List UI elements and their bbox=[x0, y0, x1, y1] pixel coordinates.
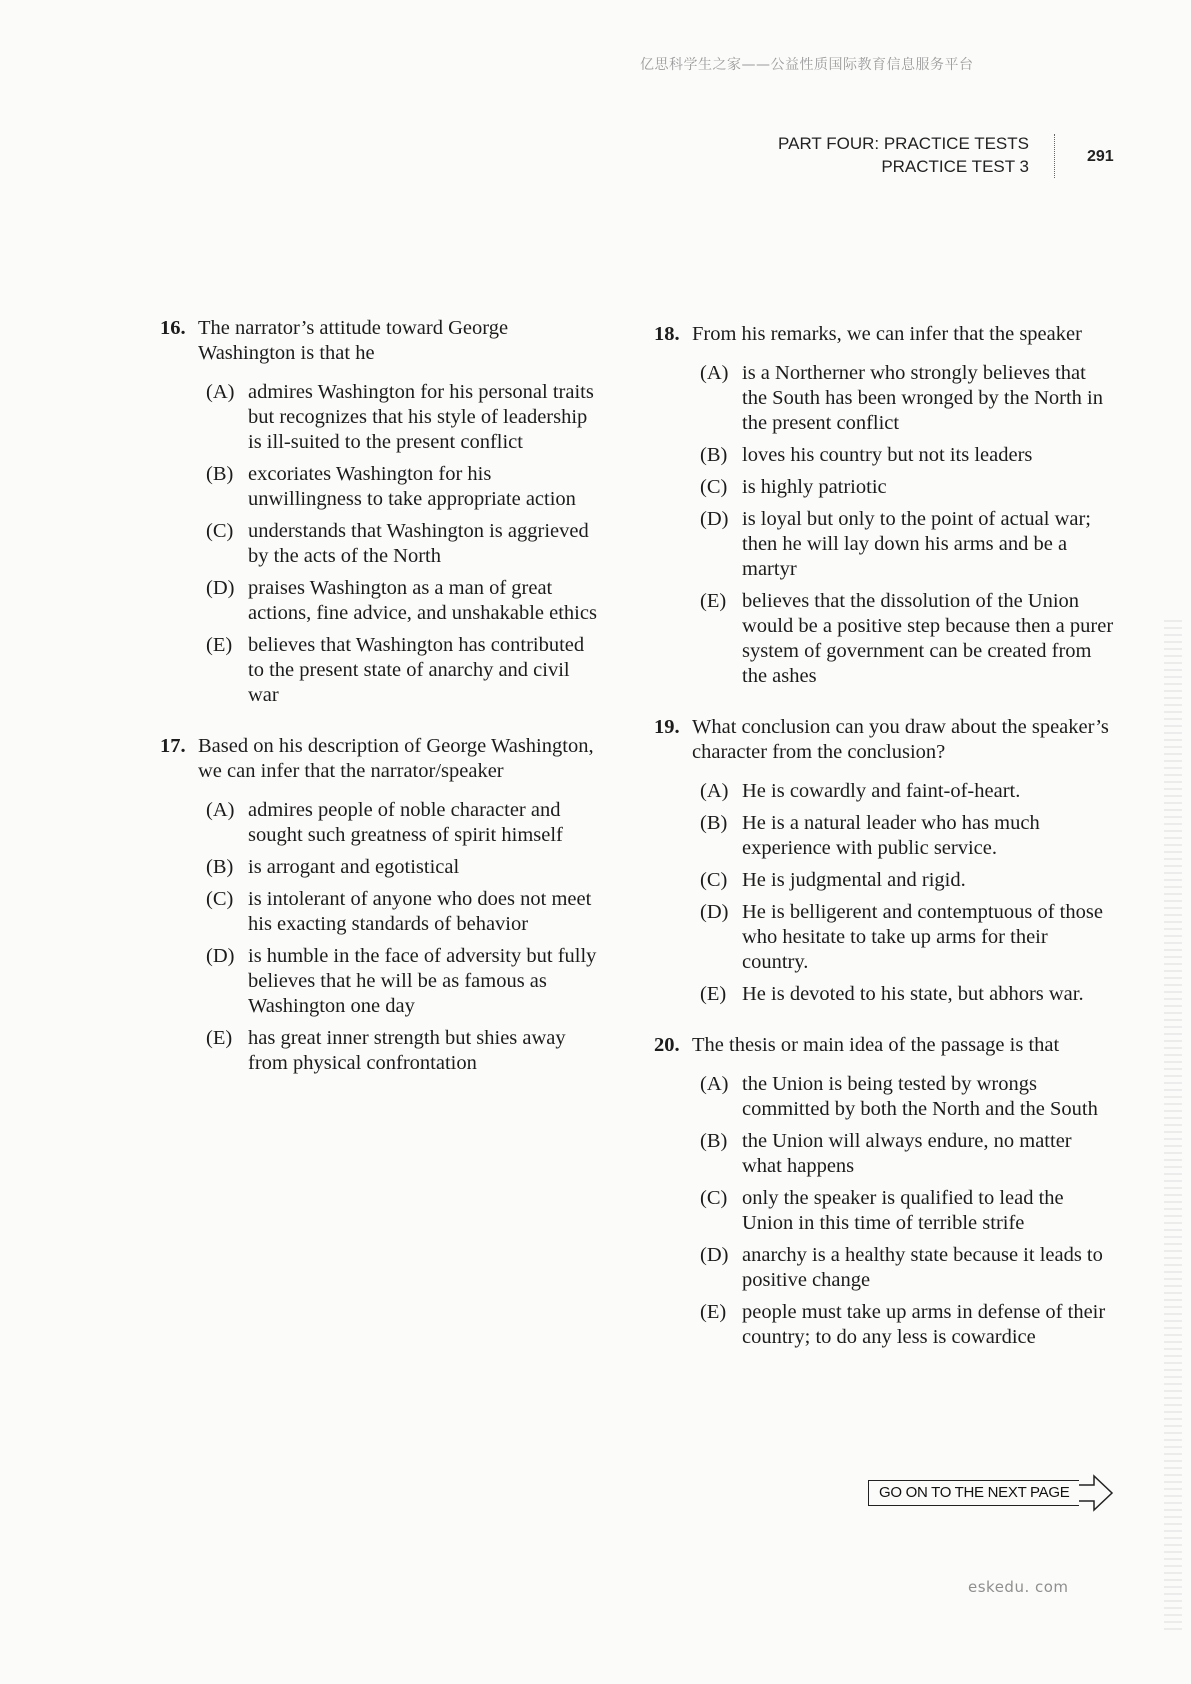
option-letter: (A) bbox=[700, 780, 729, 802]
option-text: He is cowardly and faint-of-heart. bbox=[742, 780, 1021, 802]
answer-option[interactable] bbox=[700, 811, 1114, 861]
question-number: 20. bbox=[654, 1034, 680, 1056]
answer-option[interactable] bbox=[206, 576, 600, 626]
option-letter: (A) bbox=[700, 362, 729, 384]
answer-options bbox=[206, 798, 600, 1076]
option-letter: (B) bbox=[206, 856, 234, 878]
option-text: praises Washington as a man of great actions, fine advice, and unshakable ethics bbox=[248, 577, 597, 624]
go-on-label: GO ON TO THE NEXT PAGE bbox=[868, 1480, 1079, 1506]
answer-options bbox=[700, 779, 1114, 1007]
question-stem: The thesis or main idea of the passage is that bbox=[692, 1034, 1060, 1056]
answer-option[interactable] bbox=[206, 633, 600, 708]
answer-option[interactable] bbox=[206, 380, 600, 455]
question-number: 16. bbox=[160, 317, 186, 339]
option-text: the Union is being tested by wrongs committed by both the North and the South bbox=[742, 1073, 1098, 1120]
option-text: He is a natural leader who has much experience with public service. bbox=[742, 812, 1040, 859]
option-text: excoriates Washington for his unwillingness to take appropriate action bbox=[248, 463, 576, 510]
answer-option[interactable] bbox=[700, 779, 1114, 804]
option-text: people must take up arms in defense of their country; to do any less is cowardice bbox=[742, 1301, 1106, 1348]
answer-options bbox=[206, 380, 600, 708]
option-text: is loyal but only to the point of actual war; then he will lay down his arms and be a martyr bbox=[742, 508, 1092, 580]
option-text: admires people of noble character and sought such greatness of spirit himself bbox=[248, 799, 563, 846]
question-number: 19. bbox=[654, 716, 680, 738]
option-letter: (A) bbox=[206, 381, 235, 403]
option-letter: (B) bbox=[700, 812, 728, 834]
option-letter: (D) bbox=[700, 508, 729, 530]
question-stem: From his remarks, we can infer that the speaker bbox=[692, 323, 1082, 345]
option-text: He is judgmental and rigid. bbox=[742, 869, 966, 891]
answer-option[interactable] bbox=[206, 1026, 600, 1076]
answer-option[interactable] bbox=[700, 1186, 1114, 1236]
running-head bbox=[778, 132, 1043, 178]
answer-option[interactable] bbox=[700, 868, 1114, 893]
option-text: is humble in the face of adversity but fully believes that he will be as famous as Washington one day bbox=[248, 945, 597, 1017]
part-title: PART FOUR: PRACTICE TESTS bbox=[778, 134, 1029, 153]
option-letter: (B) bbox=[700, 444, 728, 466]
option-letter: (E) bbox=[700, 983, 727, 1005]
option-text: is arrogant and egotistical bbox=[248, 856, 460, 878]
page-number: 291 bbox=[1087, 148, 1114, 165]
option-letter: (C) bbox=[206, 520, 234, 542]
watermark: 亿思科学生之家——公益性质国际教育信息服务平台 bbox=[640, 57, 974, 73]
option-letter: (D) bbox=[700, 901, 729, 923]
option-letter: (E) bbox=[206, 634, 233, 656]
option-letter: (D) bbox=[700, 1244, 729, 1266]
option-text: understands that Washington is aggrieved by the acts of the North bbox=[248, 520, 589, 567]
question-number: 18. bbox=[654, 323, 680, 345]
question-19 bbox=[654, 715, 1114, 1007]
option-letter: (D) bbox=[206, 945, 235, 967]
answer-option[interactable] bbox=[700, 507, 1114, 582]
option-text: is intolerant of anyone who does not meet his exacting standards of behavior bbox=[248, 888, 592, 935]
question-16 bbox=[160, 316, 600, 708]
option-letter: (A) bbox=[206, 799, 235, 821]
question-stem: The narrator’s attitude toward George Washington is that he bbox=[198, 317, 509, 364]
question-17 bbox=[160, 734, 600, 1076]
option-letter: (C) bbox=[206, 888, 234, 910]
answer-option[interactable] bbox=[700, 900, 1114, 975]
option-text: believes that Washington has contributed to the present state of anarchy and civil war bbox=[248, 634, 585, 706]
test-title: PRACTICE TEST 3 bbox=[881, 157, 1029, 176]
question-20 bbox=[654, 1033, 1114, 1350]
answer-option[interactable] bbox=[700, 1243, 1114, 1293]
arrow-right-icon bbox=[1078, 1474, 1114, 1512]
option-text: is highly patriotic bbox=[742, 476, 887, 498]
answer-option[interactable] bbox=[700, 1129, 1114, 1179]
option-text: is a Northerner who strongly believes that the South has been wronged by the North in the present conflict bbox=[742, 362, 1103, 434]
option-text: believes that the dissolution of the Union would be a positive step because then a purer system of government can be created from the ashes bbox=[742, 590, 1114, 687]
answer-option[interactable] bbox=[206, 944, 600, 1019]
answer-option[interactable] bbox=[206, 519, 600, 569]
option-text: admires Washington for his personal traits but recognizes that his style of leadership is ill-suited to the present conflict bbox=[248, 381, 594, 453]
answer-option[interactable] bbox=[700, 589, 1114, 689]
option-text: He is devoted to his state, but abhors war. bbox=[742, 983, 1084, 1005]
left-column bbox=[160, 316, 600, 1102]
header-divider bbox=[1054, 134, 1055, 178]
answer-option[interactable] bbox=[700, 361, 1114, 436]
option-text: the Union will always endure, no matter what happens bbox=[742, 1130, 1072, 1177]
answer-options bbox=[700, 361, 1114, 689]
answer-option[interactable] bbox=[700, 982, 1114, 1007]
answer-option[interactable] bbox=[206, 855, 600, 880]
answer-options bbox=[700, 1072, 1114, 1350]
answer-option[interactable] bbox=[206, 798, 600, 848]
answer-option[interactable] bbox=[700, 1072, 1114, 1122]
answer-option[interactable] bbox=[700, 1300, 1114, 1350]
option-letter: (E) bbox=[700, 1301, 727, 1323]
answer-option[interactable] bbox=[700, 475, 1114, 500]
option-letter: (E) bbox=[206, 1027, 233, 1049]
answer-option[interactable] bbox=[206, 462, 600, 512]
option-letter: (C) bbox=[700, 869, 728, 891]
option-text: only the speaker is qualified to lead the Union in this time of terrible strife bbox=[742, 1187, 1064, 1234]
question-number: 17. bbox=[160, 735, 186, 757]
footer-watermark: eskedu. com bbox=[968, 1578, 1069, 1596]
answer-option[interactable] bbox=[206, 887, 600, 937]
go-on-next-page-indicator bbox=[868, 1474, 1114, 1512]
option-letter: (C) bbox=[700, 1187, 728, 1209]
option-text: loves his country but not its leaders bbox=[742, 444, 1033, 466]
right-column bbox=[654, 322, 1114, 1376]
answer-option[interactable] bbox=[700, 443, 1114, 468]
option-text: anarchy is a healthy state because it leads to positive change bbox=[742, 1244, 1103, 1291]
question-stem: Based on his description of George Washington, we can infer that the narrator/speaker bbox=[198, 735, 594, 782]
option-letter: (B) bbox=[700, 1130, 728, 1152]
question-stem: What conclusion can you draw about the speaker’s character from the conclusion? bbox=[692, 716, 1109, 763]
scan-edge-noise bbox=[1164, 620, 1182, 1630]
option-text: has great inner strength but shies away from physical confrontation bbox=[248, 1027, 566, 1074]
option-letter: (A) bbox=[700, 1073, 729, 1095]
option-letter: (C) bbox=[700, 476, 728, 498]
question-18 bbox=[654, 322, 1114, 689]
option-letter: (B) bbox=[206, 463, 234, 485]
option-letter: (D) bbox=[206, 577, 235, 599]
option-text: He is belligerent and contemptuous of those who hesitate to take up arms for their country. bbox=[742, 901, 1103, 973]
option-letter: (E) bbox=[700, 590, 727, 612]
